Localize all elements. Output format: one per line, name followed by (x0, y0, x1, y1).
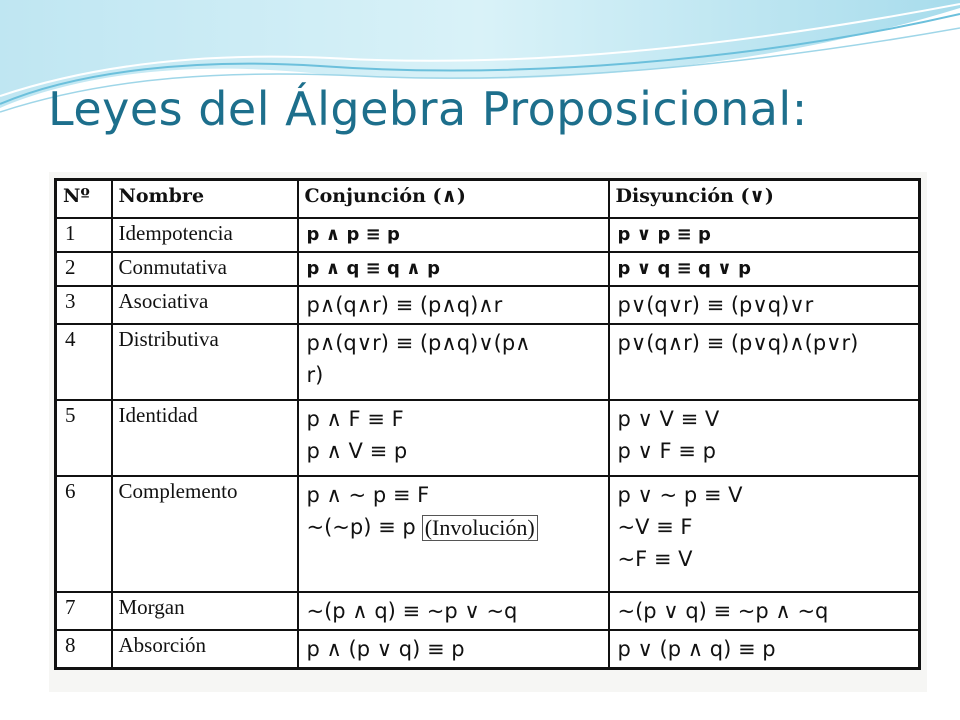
formula-line: p ∨ q ≡ q ∨ p (617, 258, 751, 279)
formula-line: ~F ≡ V (617, 547, 693, 571)
table-row (56, 218, 920, 252)
formula-line: p ∧ V ≡ p (306, 439, 408, 463)
formula-line: p ∧ (p ∨ q) ≡ p (306, 637, 465, 661)
disjunction-formula (609, 476, 920, 592)
disjunction-formula (609, 324, 920, 400)
header-disjunction: Disyunción (∨) (609, 180, 920, 219)
formula-line: p∧(q∧r) ≡ (p∧q)∧r (306, 293, 503, 317)
disjunction-formula (609, 252, 920, 286)
disjunction-formula (609, 592, 920, 630)
row-number: 7 (56, 592, 112, 630)
formula-line: p ∨ (p ∧ q) ≡ p (617, 637, 776, 661)
laws-table-container (49, 172, 927, 692)
formula-line: p ∧ F ≡ F (306, 407, 404, 431)
conjunction-formula (298, 286, 609, 324)
formula-line: p ∨ p ≡ p (617, 224, 711, 245)
formula-line: p ∨ F ≡ p (617, 439, 716, 463)
conjunction-formula (298, 630, 609, 669)
disjunction-formula (609, 286, 920, 324)
table-row (56, 476, 920, 592)
row-number: 4 (56, 324, 112, 400)
formula-line: p∨(q∧r) ≡ (p∨q)∧(p∨r) (617, 331, 859, 355)
table-row (56, 400, 920, 476)
law-name: Distributiva (112, 324, 298, 400)
formula-line: r) (306, 363, 324, 387)
formula-line: p ∨ V ≡ V (617, 407, 720, 431)
table-row (56, 252, 920, 286)
formula-line: p ∧ ~ p ≡ F (306, 483, 430, 507)
formula-line: p ∧ p ≡ p (306, 224, 400, 245)
table-row (56, 592, 920, 630)
conjunction-formula (298, 252, 609, 286)
formula-line: p ∨ ~ p ≡ V (617, 483, 743, 507)
row-number: 8 (56, 630, 112, 669)
law-name: Identidad (112, 400, 298, 476)
header-conjunction: Conjunción (∧) (298, 180, 609, 219)
header-name: Nombre (112, 180, 298, 219)
slide-title: Leyes del Álgebra Proposicional: (48, 82, 808, 136)
conjunction-formula (298, 324, 609, 400)
formula-line: p ∧ q ≡ q ∧ p (306, 258, 440, 279)
table-row (56, 324, 920, 400)
law-name: Idempotencia (112, 218, 298, 252)
formula-line: ~(p ∧ q) ≡ ~p ∨ ~q (306, 599, 518, 623)
law-name: Complemento (112, 476, 298, 592)
formula-line: ~(p ∨ q) ≡ ~p ∧ ~q (617, 599, 829, 623)
involution-note: (Involución) (422, 515, 538, 541)
table-row (56, 286, 920, 324)
conjunction-formula (298, 218, 609, 252)
row-number: 6 (56, 476, 112, 592)
law-name: Absorción (112, 630, 298, 669)
law-name: Morgan (112, 592, 298, 630)
conjunction-formula (298, 400, 609, 476)
disjunction-formula (609, 218, 920, 252)
law-name: Conmutativa (112, 252, 298, 286)
conjunction-formula (298, 592, 609, 630)
disjunction-formula (609, 630, 920, 669)
formula-line (307, 511, 602, 543)
formula-line: p∨(q∨r) ≡ (p∨q)∨r (617, 293, 814, 317)
formula-line: p∧(q∨r) ≡ (p∧q)∨(p∧ (306, 331, 531, 355)
conjunction-formula (298, 476, 609, 592)
row-number: 5 (56, 400, 112, 476)
disjunction-formula (609, 400, 920, 476)
row-number: 2 (56, 252, 112, 286)
table-header-row (56, 180, 920, 219)
header-number: Nº (56, 180, 112, 219)
law-name: Asociativa (112, 286, 298, 324)
row-number: 3 (56, 286, 112, 324)
row-number: 1 (56, 218, 112, 252)
laws-table (54, 178, 921, 670)
formula-text: ~(~p) ≡ p (306, 515, 416, 539)
table-row (56, 630, 920, 669)
formula-line: ~V ≡ F (617, 515, 693, 539)
